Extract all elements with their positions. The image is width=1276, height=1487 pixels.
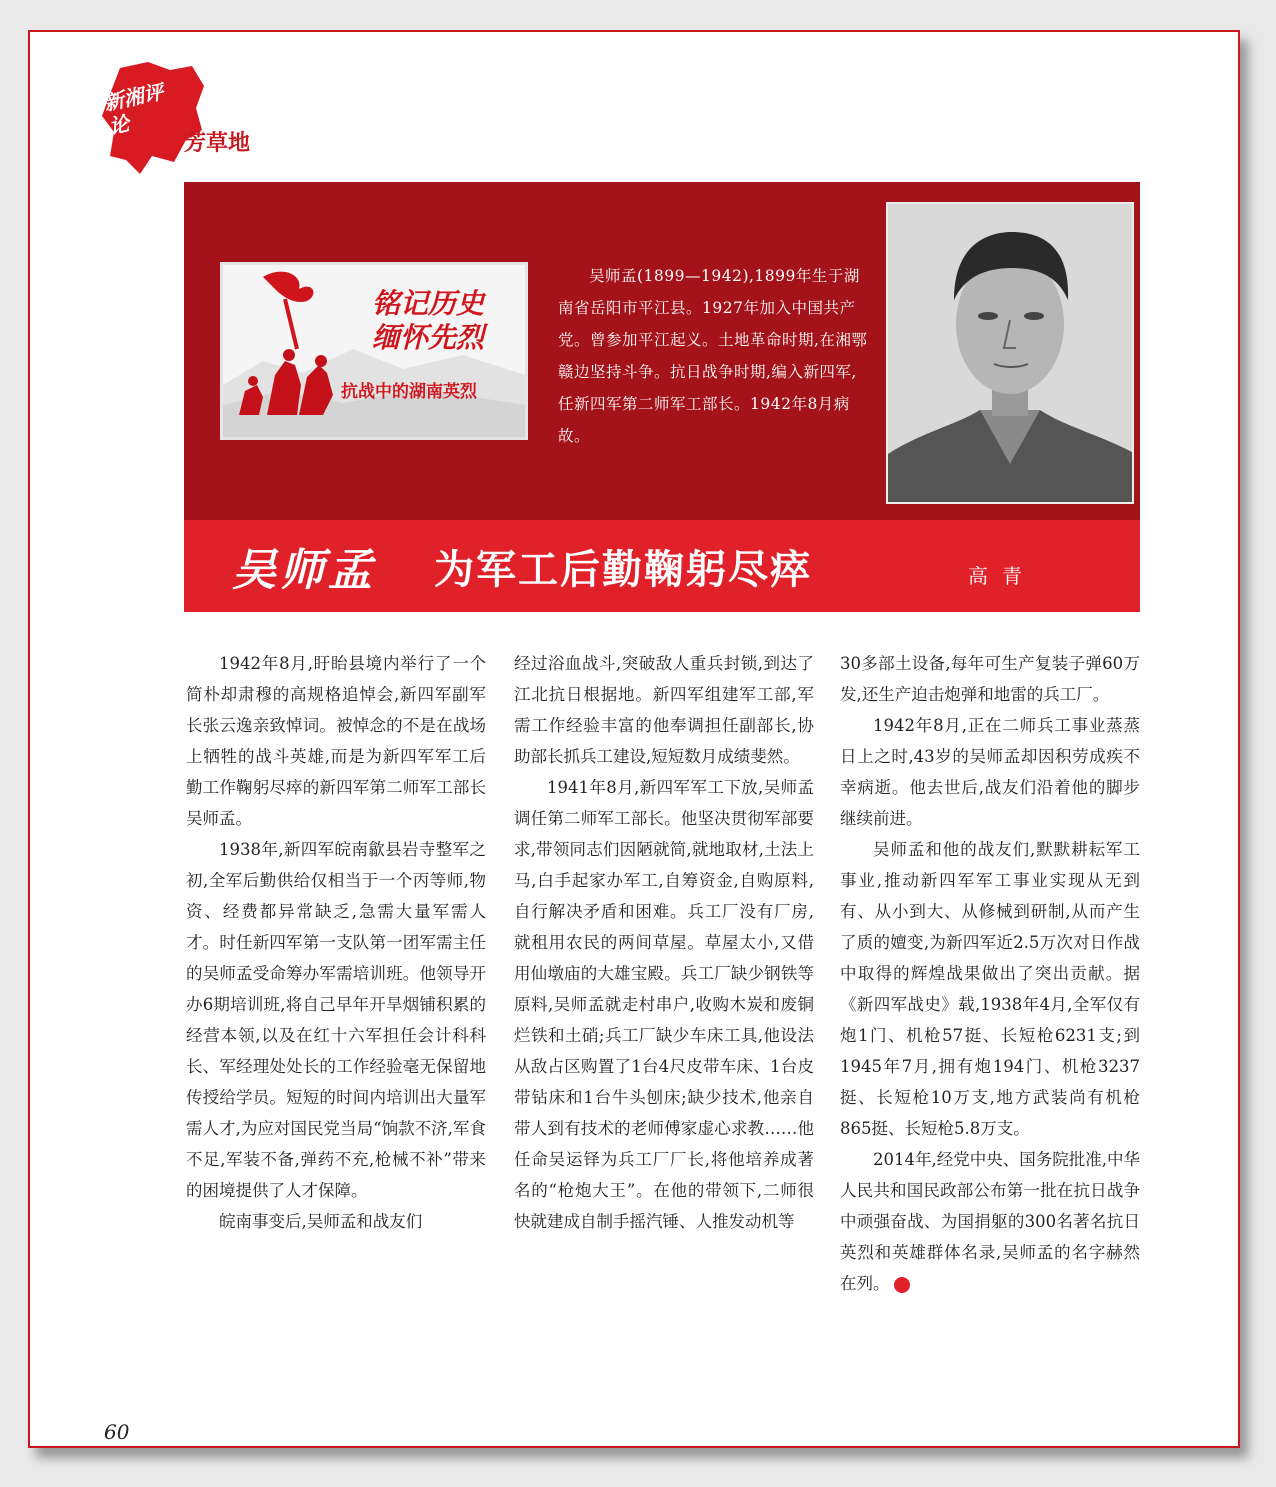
article-paragraph: 1941年8月,新四军军工下放,吴师孟调任第二师军工部长。他坚决贯彻军部要求,带领同志们因陋就简,就地取材,土法上马,白手起家办军工,自筹资金,自购原料,自行解决矛盾和困难。兵工厂没有厂房,就租用农民的两间草屋。草屋太小,又借用仙墩庙的大雄宝殿。兵工厂缺少钢铁等原料,吴师孟就走村串户,收购木炭和废铜烂铁和土硝;兵工厂缺少车床工具,他设法从敌占区购置了1台4尺皮带车床、1台皮带钻床和1台牛头刨床;缺少技术,他亲自带人到有技术的老师傅家虚心求教……他任命吴运铎为兵工厂厂长,将他培养成著名的“枪炮大王”。在他的带领下,二师很快就建成自制手摇汽锤、人推发动机等: [514, 778, 814, 1231]
banner-title-line2: 缅怀先烈: [371, 321, 484, 354]
page-number: 60: [104, 1420, 130, 1444]
banner-title: [333, 287, 523, 355]
portrait-sketch: [888, 204, 1132, 502]
article-paragraph: 1942年8月,正在二师兵工事业蒸蒸日上之时,43岁的吴师孟却因积劳成疾不幸病逝。他去世后,战友们沿着他的脚步继续前进。: [840, 716, 1140, 828]
portrait-image: [886, 202, 1134, 504]
article-column-2: [514, 648, 814, 1237]
title-person-name: 吴师孟: [232, 545, 376, 596]
banner-subtitle: 抗战中的湖南英烈: [341, 382, 477, 402]
end-mark-icon: [894, 1277, 910, 1293]
hero-block: [184, 182, 1140, 520]
article-column-3: [840, 648, 1140, 1299]
article-paragraph: 30多部土设备,每年可生产复装子弹60万发,还生产迫击炮弹和地雷的兵工厂。: [840, 654, 1140, 704]
article-paragraph: 吴师孟和他的战友们,默默耕耘军工事业,推动新四军军工事业实现从无到有、从小到大、从修械到研制,从而产生了质的嬗变,为新四军近2.5万次对日作战中取得的辉煌战果做出了突出贡献。据《新四军战史》载,1938年4月,全军仅有炮1门、机枪57挺、长短枪6231支;到1945年7月,拥有炮194门、机枪3237挺、长短枪10万支,地方武装尚有机枪865挺、长短枪5.8万支。: [840, 840, 1140, 1138]
logo-text: 新湘评论: [101, 79, 166, 139]
bio-text: 吴师孟(1899—1942),1899年生于湖南省岳阳市平江县。1927年加入中国共产党。曾参加平江起义。土地革命时期,在湘鄂赣边坚持斗争。抗日战争时期,编入新四军,任新四军第二师军工部长。1942年8月病故。: [558, 267, 868, 445]
magazine-page: [28, 30, 1240, 1448]
article-paragraph: 皖南事变后,吴师孟和战友们: [219, 1212, 423, 1231]
section-name: 芳草地: [184, 131, 251, 156]
article-paragraph: 经过浴血战斗,突破敌人重兵封锁,到达了江北抗日根据地。新四军组建军工部,军需工作经验丰富的他奉调担任副部长,协助部长抓兵工建设,短短数月成绩斐然。: [514, 654, 814, 766]
magazine-logo: [100, 60, 210, 178]
banner-title-line1: 铭记历史: [371, 287, 484, 320]
article-paragraph: 1938年,新四军皖南歙县岩寺整军之初,全军后勤供给仅相当于一个丙等师,物资、经费都异常缺乏,急需大量军需人才。时任新四军第一支队第一团军需主任的吴师孟受命筹办军需培训班。他领导开办6期培训班,将自己早年开旱烟铺积累的经营本领,以及在红十六军担任会计科科长、军经理处处长的工作经验毫无保留地传授给学员。短短的时间内培训出大量军需人才,为应对国民党当局“饷款不济,军食不足,军装不备,弹药不充,枪械不补”带来的困境提供了人才保障。: [186, 840, 486, 1200]
article-column-1: [186, 648, 486, 1237]
article-title: 为军工后勤鞠躬尽瘁: [434, 547, 812, 593]
article-paragraph: 2014年,经党中央、国务院批准,中华人民共和国民政部公布第一批在抗日战争中顽强奋战、为国捐躯的300名著名抗日英烈和英雄群体名录,吴师孟的名字赫然在列。: [840, 1150, 1140, 1293]
series-banner: [220, 262, 528, 440]
article-title-bar: [184, 520, 1140, 612]
article-paragraph: 1942年8月,盱眙县境内举行了一个简朴却肃穆的高规格追悼会,新四军副军长张云逸亲致悼词。被悼念的不是在战场上牺牲的战斗英雄,而是为新四军军工后勤工作鞠躬尽瘁的新四军第二师军工部长吴师孟。: [186, 654, 486, 828]
author-name: 高青: [968, 564, 1036, 588]
